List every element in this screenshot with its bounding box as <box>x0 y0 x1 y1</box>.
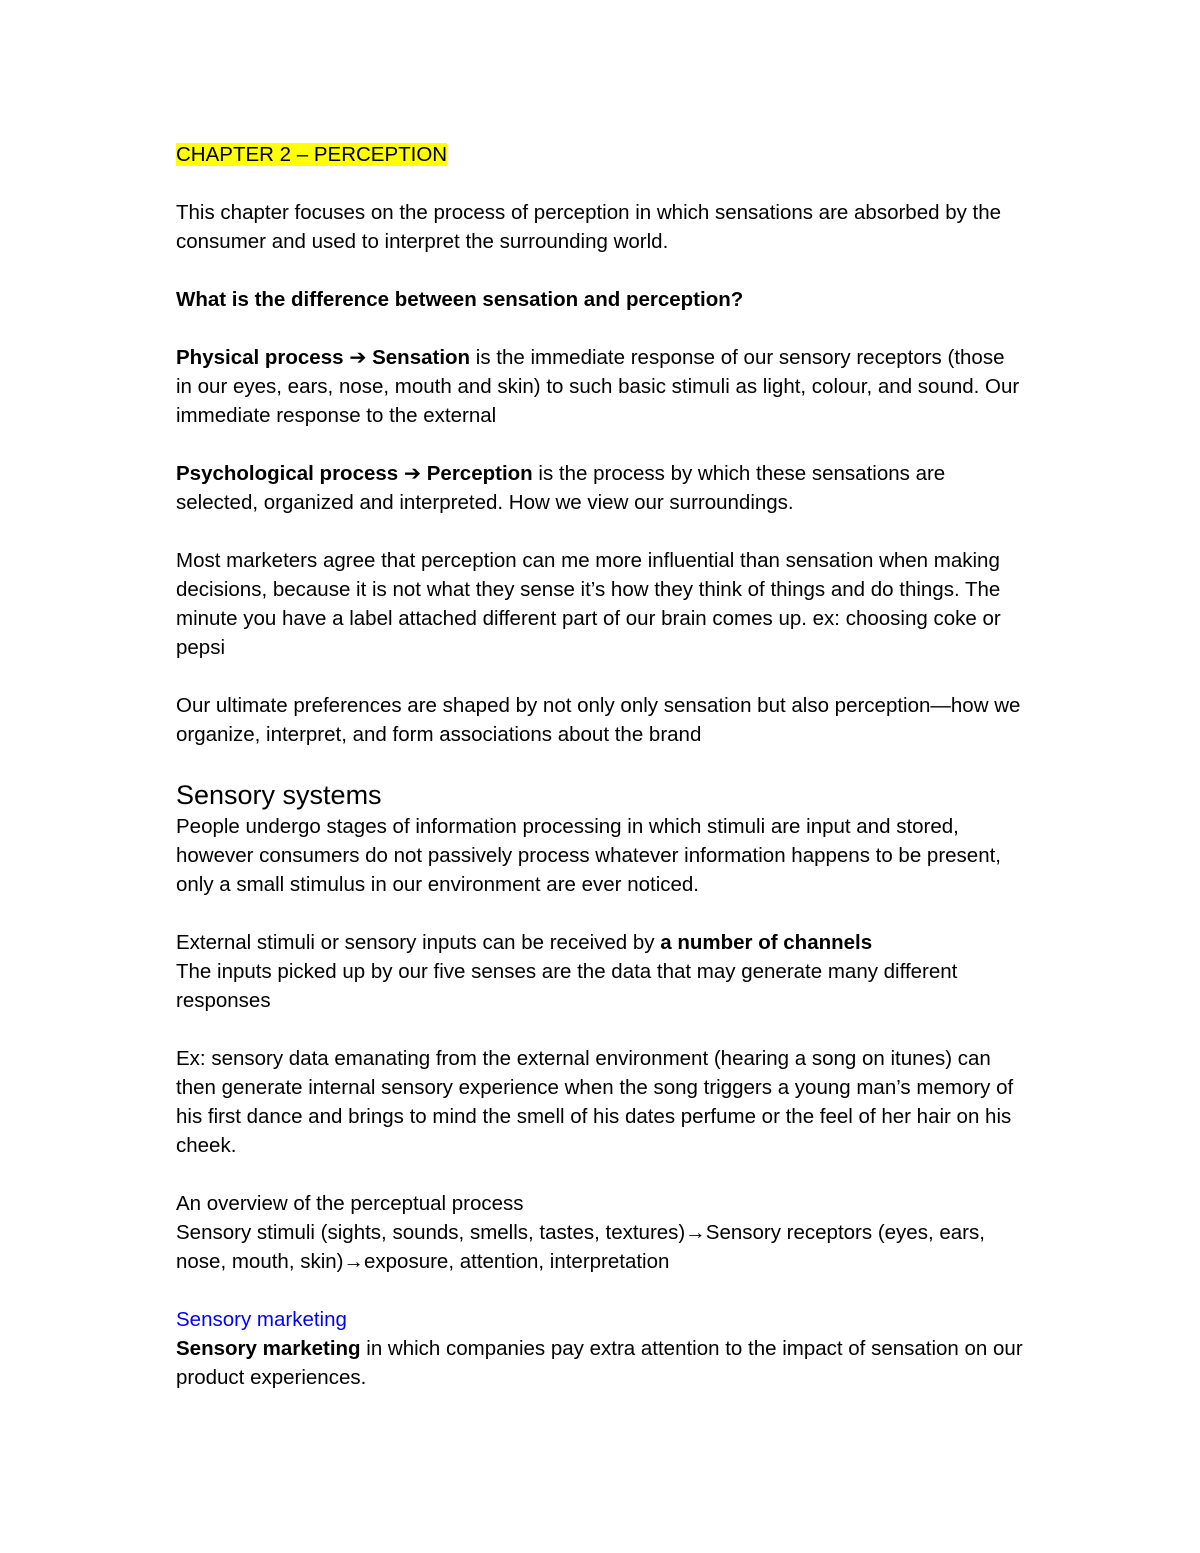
question-heading <box>176 285 1026 314</box>
sensory-marketing-term: Sensory marketing <box>176 1337 361 1360</box>
arrow-icon: ➔ <box>403 462 422 485</box>
inputs-paragraph: The inputs picked up by our five senses are the data that may generate many different responses <box>176 960 958 1012</box>
channels-bold: a number of channels <box>660 931 873 954</box>
channels-line <box>176 928 1026 957</box>
document-body <box>176 140 1026 1421</box>
channels-text: External stimuli or sensory inputs can be received by <box>176 931 661 954</box>
physical-process-paragraph <box>176 343 1026 430</box>
preferences-paragraph: Our ultimate preferences are shaped by not only only sensation but also perception—how we organize, interpret, and form associations about the brand <box>176 694 1021 746</box>
overview-receptors: Sensory receptors (eyes, ears, nose, mouth, skin) <box>176 1221 985 1273</box>
sensory-marketing-paragraph <box>176 1334 1026 1392</box>
arrow-right-icon: → <box>343 1250 364 1273</box>
sensory-systems-heading: Sensory systems <box>176 780 382 810</box>
example-paragraph: Ex: sensory data emanating from the external environment (hearing a song on itunes) can then generate internal sensory experience when the song triggers a young man’s memory of his first dance and brings to mind the smell of his dates perfume or the feel of her hair on his cheek. <box>176 1047 1014 1157</box>
chapter-title-highlight: CHAPTER 2 – PERCEPTION <box>176 143 448 166</box>
sensation-term: Sensation <box>366 346 471 369</box>
perception-term: Perception <box>421 462 533 485</box>
chapter-title <box>176 140 1026 169</box>
psychological-process-text: is the process by which these sensations are selected, organized and interpreted. How we view our surroundings. <box>176 462 946 514</box>
sensory-marketing-text: in which companies pay extra attention to the impact of sensation on our product experiences. <box>176 1337 1023 1389</box>
sensory-marketing-heading: Sensory marketing <box>176 1308 347 1331</box>
physical-process-label: Physical process <box>176 346 350 369</box>
psychological-process-label: Psychological process <box>176 462 404 485</box>
information-processing-paragraph: People undergo stages of information processing in which stimuli are input and stored, however consumers do not passively process whatever information happens to be present, only a small stimulus in our environment are ever noticed. <box>176 815 1002 896</box>
physical-process-text: is the immediate response of our sensory receptors (those in our eyes, ears, nose, mouth and skin) to such basic stimuli as light, colour, and sound. Our immediate response to the external <box>176 346 1020 427</box>
psychological-process-paragraph <box>176 459 1026 517</box>
question-text: What is the difference between sensation and perception? <box>176 288 744 311</box>
arrow-right-icon: → <box>685 1221 706 1244</box>
overview-stimuli: Sensory stimuli (sights, sounds, smells, tastes, textures) <box>176 1221 686 1244</box>
marketers-paragraph: Most marketers agree that perception can me more influential than sensation when making decisions, because it is not what they sense it’s how they think of things and do things. The minute you have a label attached different part of our brain comes up. ex: choosing coke or pepsi <box>176 549 1001 659</box>
intro-paragraph: This chapter focuses on the process of perception in which sensations are absorbed by the consumer and used to interpret the surrounding world. <box>176 201 1002 253</box>
overview-process-line <box>176 1218 1026 1276</box>
overview-stages: exposure, attention, interpretation <box>364 1250 670 1273</box>
overview-title: An overview of the perceptual process <box>176 1192 524 1215</box>
arrow-icon: ➔ <box>349 346 367 369</box>
